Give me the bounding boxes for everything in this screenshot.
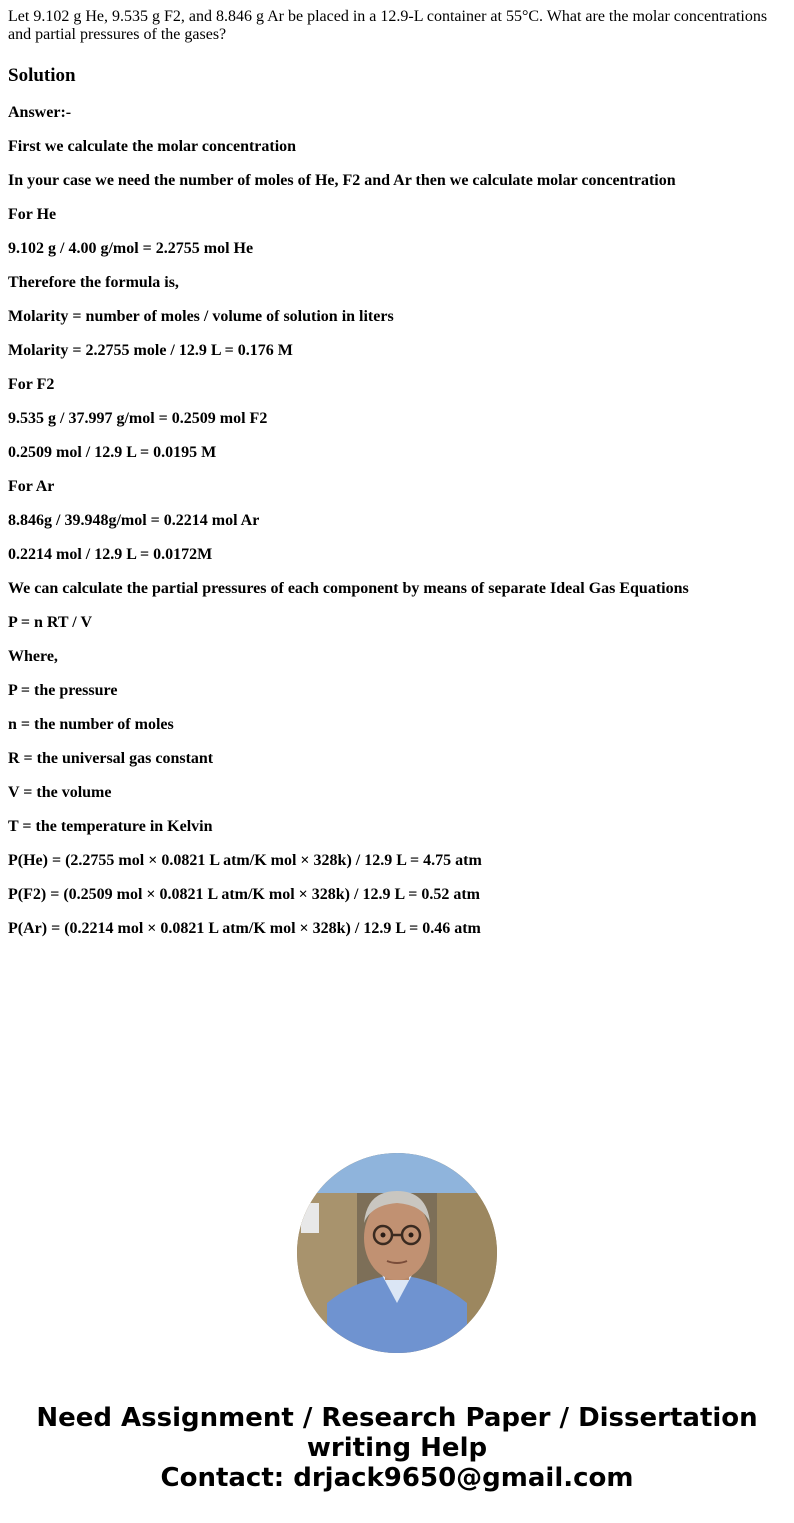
promo-line-2: writing Help [306, 1433, 488, 1463]
solution-heading: Solution [8, 65, 76, 86]
solution-step: P(F2) = (0.2509 mol × 0.0821 L atm/K mol × 328k) / 12.9 L = 0.52 atm [8, 886, 480, 903]
solution-step: T = the temperature in Kelvin [8, 818, 213, 835]
solution-step: P(Ar) = (0.2214 mol × 0.0821 L atm/K mol × 328k) / 12.9 L = 0.46 atm [8, 920, 481, 937]
promo-line-1: Need Assignment / Research Paper / Dissertation [36, 1403, 758, 1433]
promo-contact-line: Contact: drjack9650@gmail.com [160, 1463, 634, 1493]
solution-step: For He [8, 206, 57, 223]
solution-steps [8, 104, 784, 938]
solution-step: We can calculate the partial pressures of each component by means of separate Ideal Gas Equations [8, 580, 689, 597]
solution-step: Molarity = number of moles / volume of solution in liters [8, 308, 394, 325]
solution-step: For Ar [8, 478, 55, 495]
solution-step: 9.102 g / 4.00 g/mol = 2.2755 mol He [8, 240, 254, 257]
document-content [8, 8, 784, 954]
solution-step: P = the pressure [8, 682, 118, 699]
solution-step: Answer:- [8, 104, 72, 121]
solution-step: First we calculate the molar concentration [8, 138, 297, 155]
solution-step: In your case we need the number of moles of He, F2 and Ar then we calculate molar concentration [8, 172, 676, 189]
solution-step: 0.2214 mol / 12.9 L = 0.0172M [8, 546, 213, 563]
solution-step: Molarity = 2.2755 mole / 12.9 L = 0.176 M [8, 342, 293, 359]
solution-step: 9.535 g / 37.997 g/mol = 0.2509 mol F2 [8, 410, 268, 427]
solution-step: P = n RT / V [8, 614, 92, 631]
promo-banner [0, 1403, 794, 1493]
solution-step: For F2 [8, 376, 55, 393]
solution-step: Therefore the formula is, [8, 274, 179, 291]
solution-step: V = the volume [8, 784, 112, 801]
solution-step: Where, [8, 648, 58, 665]
solution-step: R = the universal gas constant [8, 750, 214, 767]
solution-step: P(He) = (2.2755 mol × 0.0821 L atm/K mol × 328k) / 12.9 L = 4.75 atm [8, 852, 482, 869]
author-portrait-image [297, 1153, 497, 1353]
author-avatar [297, 1153, 497, 1353]
solution-step: n = the number of moles [8, 716, 174, 733]
solution-step: 8.846g / 39.948g/mol = 0.2214 mol Ar [8, 512, 260, 529]
question-text: Let 9.102 g He, 9.535 g F2, and 8.846 g Ar be placed in a 12.9-L container at 55°C. What are the molar concentrations and partial pressures of the gases? [8, 8, 768, 43]
solution-step: 0.2509 mol / 12.9 L = 0.0195 M [8, 444, 217, 461]
